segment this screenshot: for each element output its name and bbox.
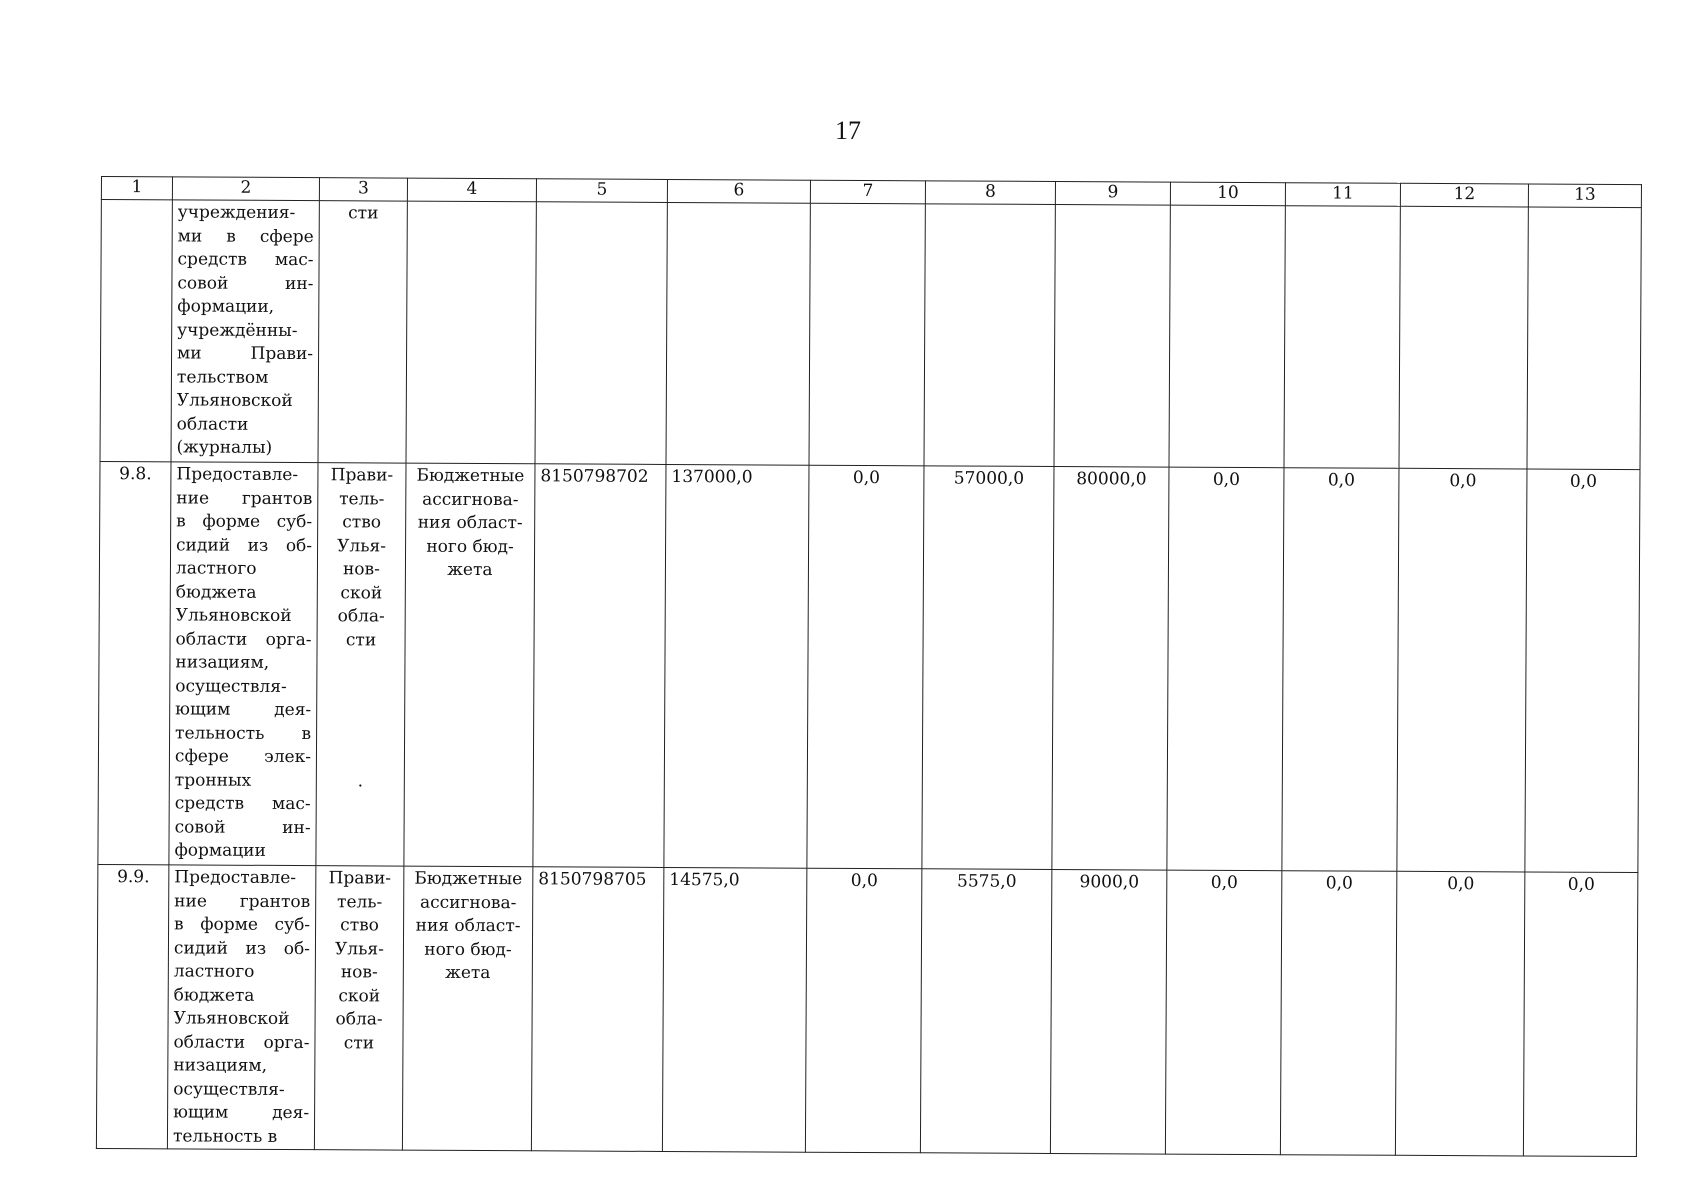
row-year-value	[1054, 204, 1170, 467]
row-index: 9.8.	[98, 461, 171, 864]
cell-line: области орга-	[173, 1031, 310, 1053]
cell-line: .	[357, 770, 364, 791]
row-index	[100, 200, 172, 462]
cell-line: сти	[345, 629, 377, 650]
cell-line: Прави-	[328, 868, 392, 889]
cell-line: нов-	[340, 962, 378, 983]
row-year-value: 57000,0	[922, 466, 1054, 870]
row-year-value: 0,0	[1397, 468, 1527, 872]
column-header: 5	[536, 179, 667, 203]
cell-line: ство	[340, 915, 379, 936]
row-executor	[316, 463, 406, 866]
column-header: 7	[810, 180, 925, 204]
cell-line: тронных	[174, 769, 252, 791]
cell-line: ния област-	[417, 512, 523, 534]
cell-line: Бюджетные	[414, 868, 523, 890]
row-budget-code	[535, 202, 667, 465]
cell-line: ющим дея-	[173, 1102, 310, 1124]
cell-line	[322, 723, 399, 747]
cell-line: Улья-	[337, 535, 387, 556]
cell-line: тельством	[176, 366, 269, 388]
cell-line: ми Прави-	[177, 343, 314, 365]
budget-table	[96, 176, 1642, 1157]
row-year-value	[1284, 206, 1400, 469]
row-funding-source	[402, 866, 532, 1151]
cell-line: Бюджетные	[416, 465, 525, 487]
row-description	[169, 462, 318, 866]
row-description	[167, 865, 315, 1150]
cell-line: ющим дея-	[175, 699, 312, 721]
row-year-value	[1399, 206, 1528, 469]
row-year-value	[1527, 207, 1641, 470]
column-header: 13	[1528, 184, 1641, 208]
cell-line: в форме суб-	[174, 914, 311, 936]
row-year-value	[924, 204, 1055, 467]
row-year-value: 9000,0	[1050, 869, 1166, 1154]
cell-line: средств мас-	[174, 793, 311, 815]
cell-line: Предоставле-	[176, 464, 299, 486]
cell-line: ство	[342, 512, 382, 533]
cell-line	[322, 652, 399, 676]
cell-line: обла-	[337, 606, 385, 627]
cell-line: сти	[348, 203, 379, 224]
row-year-value	[1169, 205, 1285, 468]
column-header: 6	[667, 179, 810, 203]
row-total	[666, 202, 810, 465]
column-header: 4	[407, 178, 536, 202]
column-header: 3	[319, 178, 407, 201]
cell-line: ассигнова-	[419, 892, 517, 913]
cell-line	[322, 746, 399, 770]
row-budget-code: 8150798705	[531, 867, 663, 1152]
cell-line: обла-	[335, 1009, 383, 1030]
row-funding-source	[404, 463, 535, 867]
cell-line: ние грантов	[176, 487, 313, 509]
table-row	[98, 461, 1640, 872]
cell-line: Ульяновской	[175, 605, 292, 627]
cell-line: жета	[445, 962, 491, 984]
cell-line: Улья-	[334, 938, 384, 959]
row-total: 14575,0	[662, 867, 806, 1152]
cell-line: ми в сфере	[177, 225, 314, 247]
row-executor	[314, 866, 403, 1150]
row-year-value: 5575,0	[920, 869, 1051, 1154]
cell-line: учреждения-	[177, 202, 296, 224]
cell-line: области	[176, 413, 249, 435]
cell-line: сидий из об-	[176, 534, 313, 556]
cell-line: Ульяновской	[173, 1008, 290, 1029]
cell-line: жета	[447, 559, 493, 581]
cell-line	[322, 699, 399, 723]
cell-line: ного бюд-	[426, 536, 514, 557]
cell-line: ской	[340, 582, 383, 603]
cell-line: средств мас-	[177, 249, 314, 271]
row-year-value: 0,0	[805, 868, 921, 1153]
cell-line: бюджета	[175, 581, 257, 603]
row-year-value: 0,0	[1280, 871, 1396, 1156]
row-year-value: 0,0	[807, 465, 924, 869]
cell-line	[322, 817, 399, 841]
column-header: 1	[101, 177, 172, 200]
column-header: 10	[1170, 182, 1285, 206]
column-header: 9	[1055, 181, 1170, 205]
cell-line: бюджета	[173, 984, 255, 1006]
column-header: 8	[925, 181, 1055, 205]
cell-line: Ульяновской	[176, 390, 293, 412]
cell-line: сидий из об-	[173, 937, 311, 959]
cell-line: ассигнова-	[422, 489, 519, 510]
row-year-value: 0,0	[1395, 871, 1524, 1156]
cell-line	[322, 793, 399, 817]
cell-line: ластного	[175, 558, 257, 579]
row-total: 137000,0	[664, 464, 809, 868]
column-header: 12	[1400, 183, 1528, 207]
cell-line: ластного	[173, 961, 255, 982]
cell-line: тель-	[337, 891, 383, 912]
cell-line: осуществля-	[175, 675, 287, 697]
row-budget-code: 8150798702	[533, 464, 666, 868]
page-number: 17	[835, 116, 861, 145]
table-row	[100, 200, 1641, 470]
cell-line: ния област-	[415, 915, 521, 937]
row-year-value: 0,0	[1282, 468, 1399, 872]
cell-line: совой ин-	[177, 272, 314, 294]
cell-line: низациям,	[173, 1055, 268, 1076]
cell-line	[322, 676, 399, 700]
cell-line: Предоставле-	[174, 867, 297, 889]
cell-line: ного бюд-	[424, 939, 512, 960]
row-year-value: 0,0	[1525, 469, 1640, 873]
cell-line: тельность в	[175, 722, 312, 744]
row-year-value	[809, 203, 925, 466]
cell-line: (журналы)	[176, 437, 273, 458]
column-header: 2	[172, 177, 319, 201]
cell-line: нов-	[342, 559, 380, 580]
cell-line: ской	[338, 985, 381, 1006]
row-year-value: 80000,0	[1052, 466, 1169, 870]
cell-line: ние грантов	[174, 890, 311, 912]
table-row	[96, 864, 1637, 1156]
row-funding-source	[406, 201, 536, 464]
row-description	[171, 200, 319, 463]
cell-line: тель-	[339, 488, 385, 509]
row-executor	[318, 201, 407, 463]
cell-line: формации,	[177, 296, 275, 317]
cell-line: низациям,	[175, 652, 270, 673]
cell-line: в форме суб-	[176, 511, 313, 533]
cell-line: учреждённы-	[177, 319, 298, 341]
cell-line: тельность в	[172, 1125, 278, 1147]
row-year-value: 0,0	[1167, 467, 1284, 871]
cell-line: совой ин-	[174, 816, 311, 838]
row-year-value: 0,0	[1165, 870, 1281, 1155]
cell-line: сти	[343, 1032, 375, 1053]
row-index: 9.9.	[96, 864, 168, 1148]
cell-line: области орга-	[175, 628, 312, 650]
cell-line: формации	[174, 840, 266, 861]
cell-line: Прави-	[330, 465, 394, 486]
cell-line: сфере элек-	[174, 746, 312, 768]
row-year-value: 0,0	[1523, 872, 1637, 1157]
column-header: 11	[1285, 183, 1400, 207]
cell-line: осуществля-	[173, 1078, 285, 1100]
